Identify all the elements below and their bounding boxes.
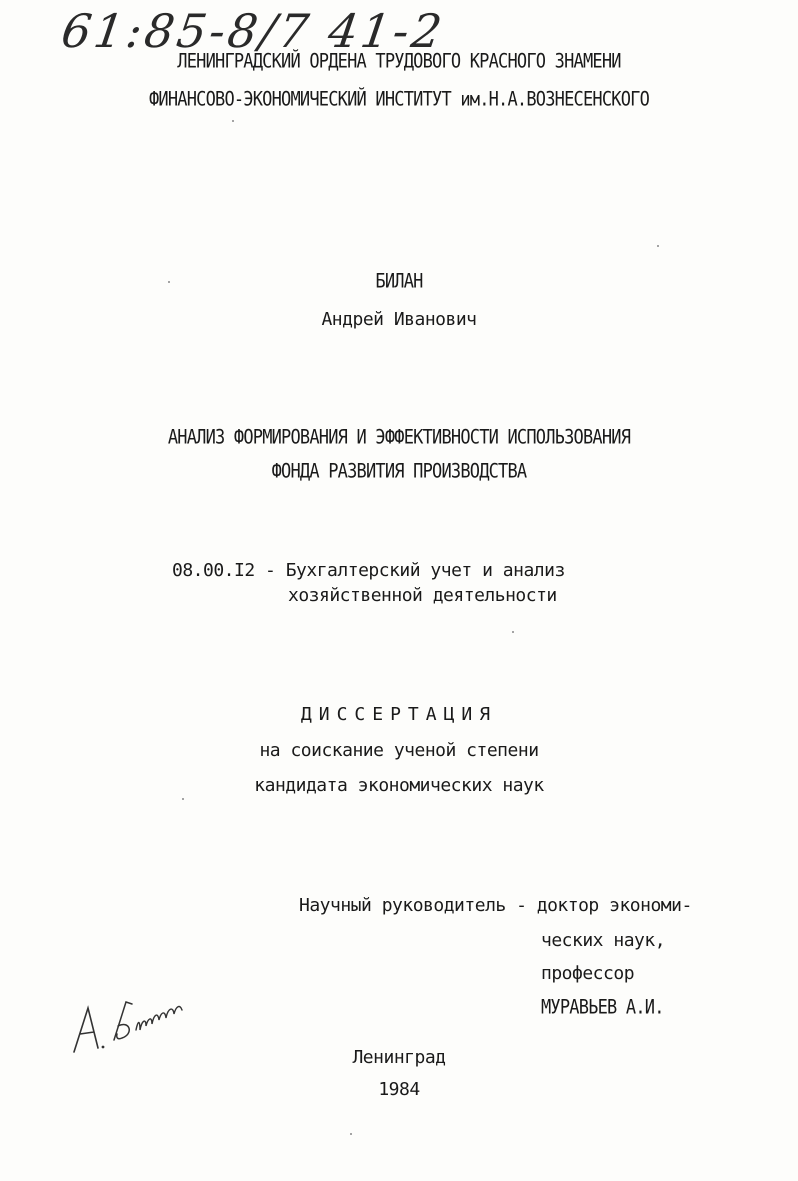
scan-speck [657,245,659,247]
specialty-line-1: 08.00.I2 - Бухгалтерский учет и анализ [172,560,565,581]
author-name: Андрей Иванович [321,309,477,330]
supervisor-line-2: ческих наук, [541,930,666,951]
thesis-title-line-1: АНАЛИЗ ФОРМИРОВАНИЯ И ЭФФЕКТИВНОСТИ ИСПОЛЬЗОВАНИЯ [167,426,631,450]
archive-number-handwritten: 61:85-8/7 41-2 [58,4,448,58]
thesis-title-line-2: ФОНДА РАЗВИТИЯ ПРОИЗВОДСТВА [271,460,527,484]
supervisor-line-4: МУРАВЬЕВ А.И. [541,996,664,1020]
scan-speck [182,798,184,800]
institute-line-2: ФИНАНСОВО-ЭКОНОМИЧЕСКИЙ ИНСТИТУТ им.Н.А.ВОЗНЕСЕНСКОГО [148,88,650,112]
supervisor-line-1: Научный руководитель - доктор экономи- [299,895,692,916]
supervisor-line-3: профессор [541,963,635,984]
scan-speck [350,1133,352,1135]
scan-speck [232,120,234,122]
city: Ленинград [352,1047,446,1068]
degree-line-1: на соискание ученой степени [259,740,539,761]
specialty-line-2: хозяйственной деятельности [288,585,557,606]
scan-speck [168,281,170,283]
institute-line-1: ЛЕНИНГРАДСКИЙ ОРДЕНА ТРУДОВОГО КРАСНОГО ЗНАМЕНИ [177,50,621,74]
degree-line-2: кандидата экономических наук [254,775,544,796]
year: 1984 [378,1079,420,1100]
document-type-heading: ДИССЕРТАЦИЯ [300,704,498,725]
scan-speck [512,631,514,633]
author-surname: БИЛАН [375,270,423,294]
